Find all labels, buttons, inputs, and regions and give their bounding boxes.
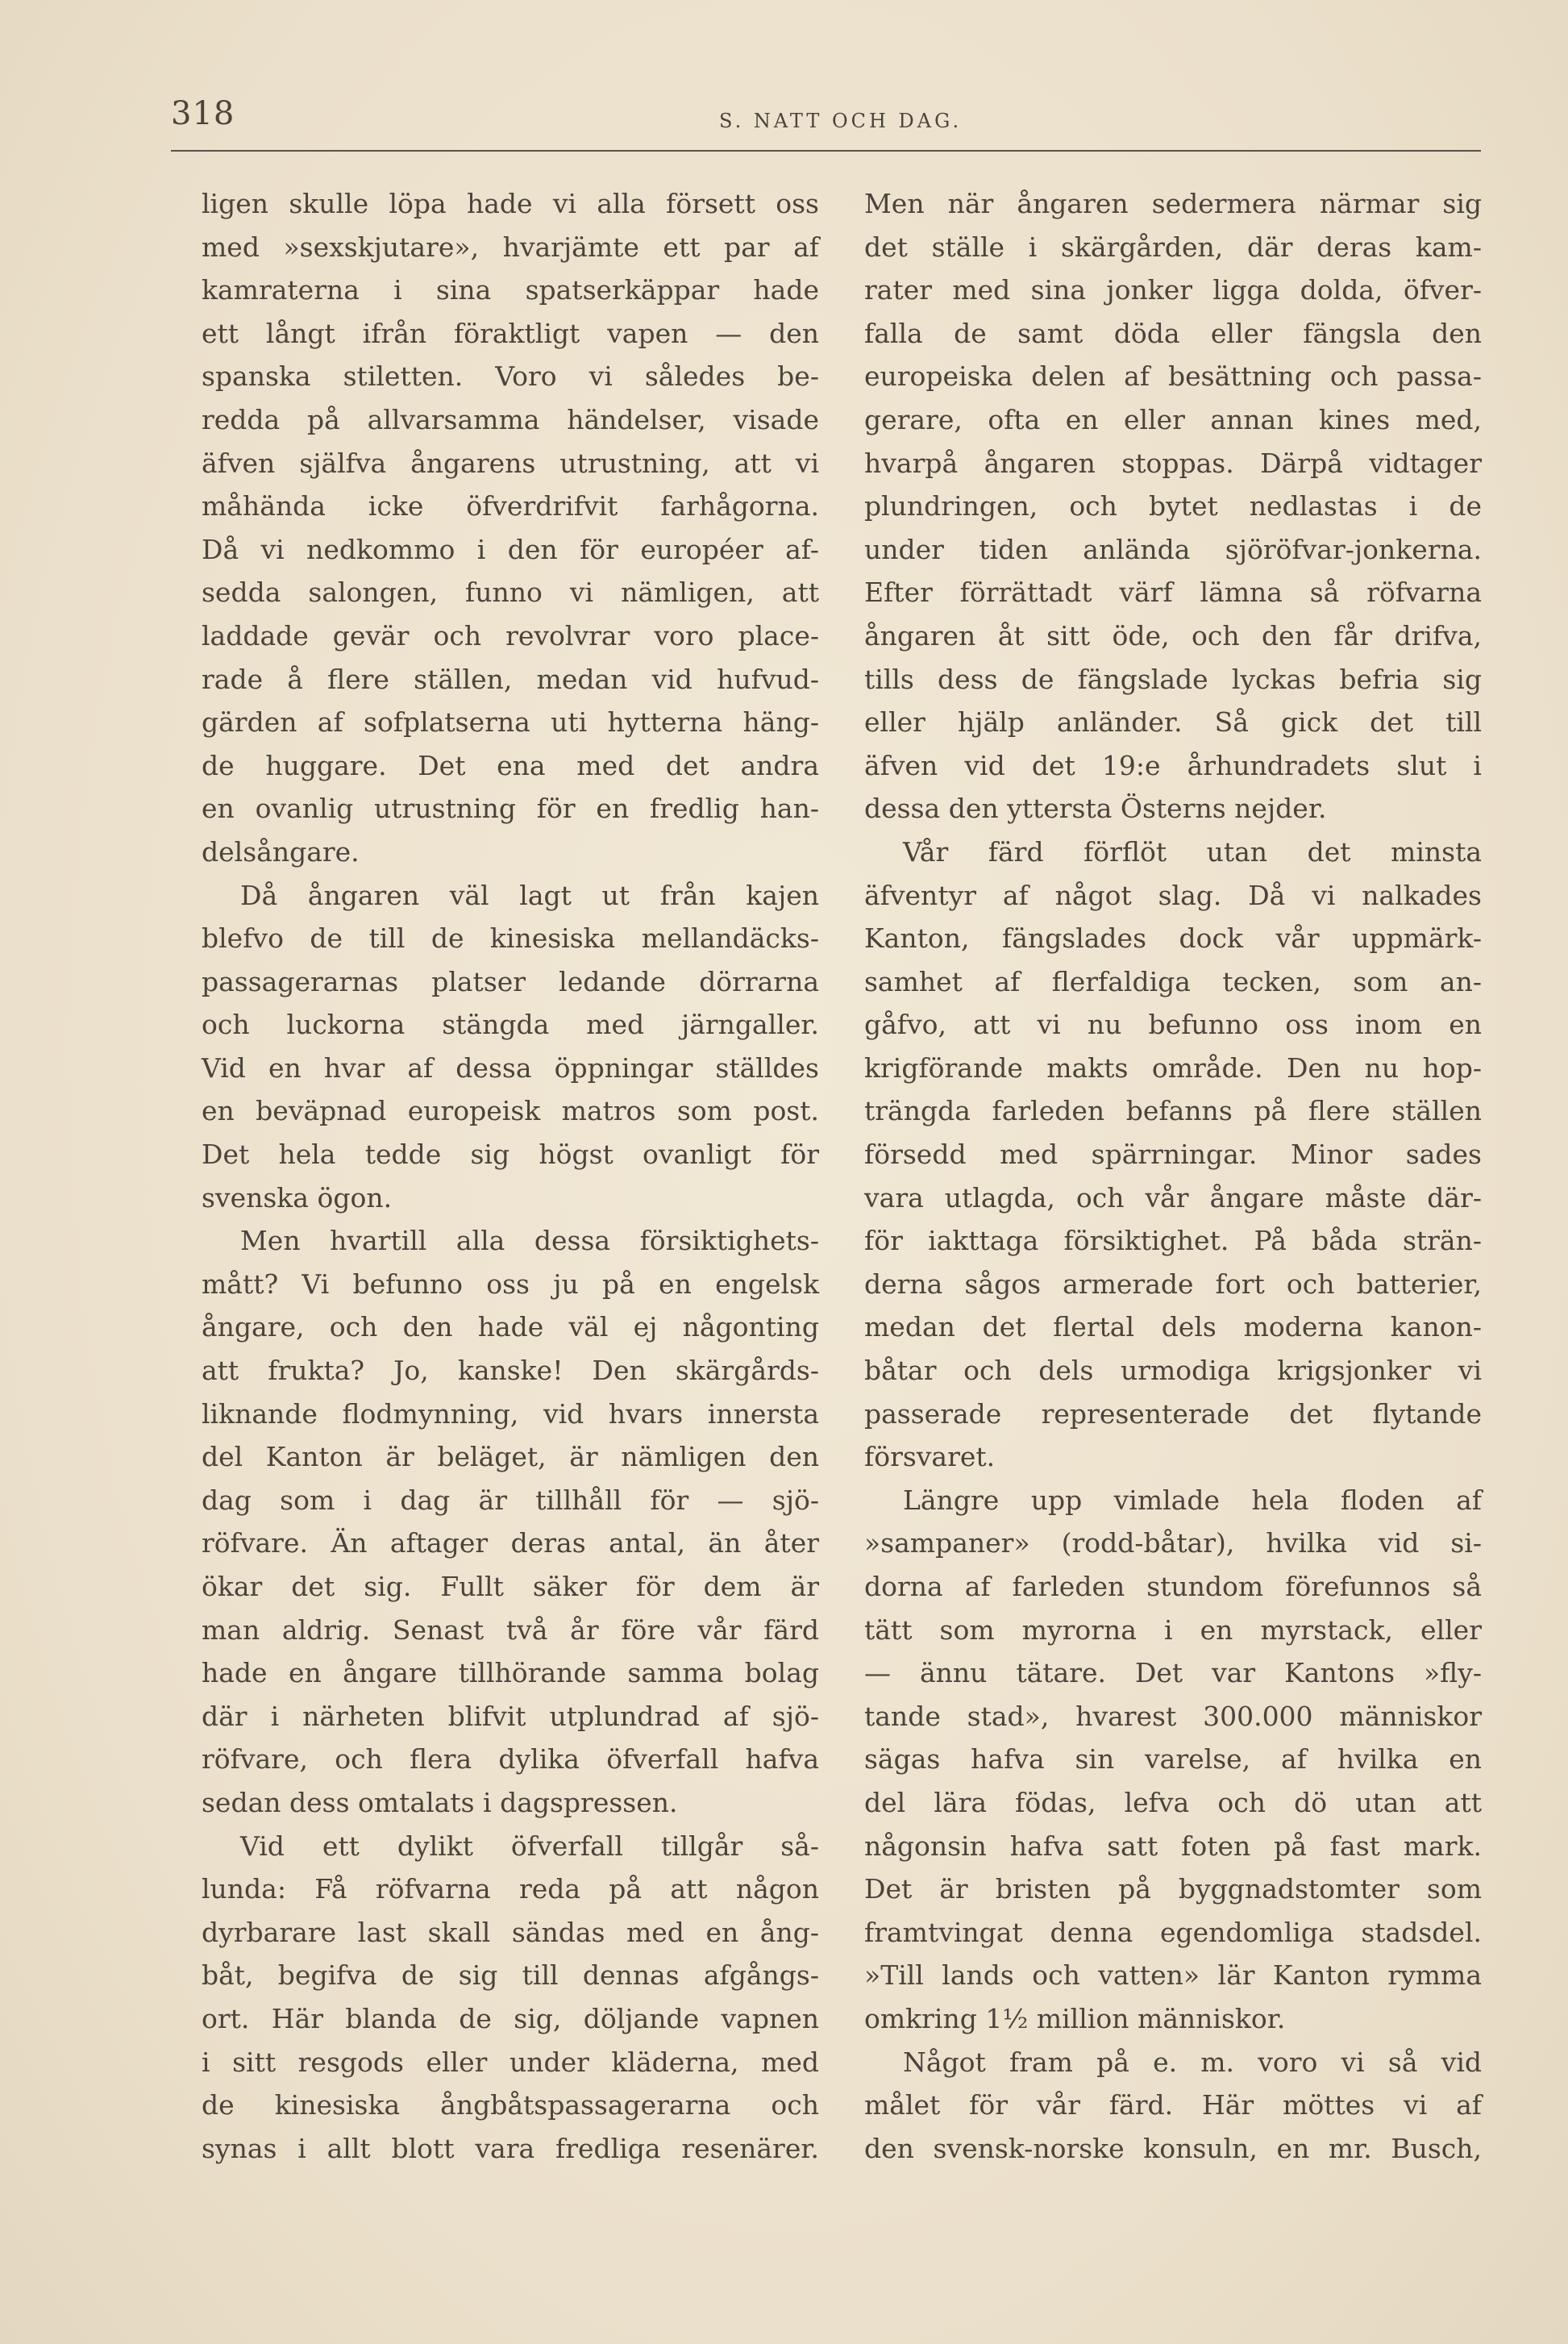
text-line: äfventyr af något slag. Då vi nalkades	[864, 879, 1482, 911]
text-line: Vid en hvar af dessa öppningar ställdes	[202, 1051, 819, 1084]
text-line: — ännu tätare. Det var Kantons »fly-	[864, 1657, 1482, 1689]
text-line: de huggare. Det ena med det andra	[202, 749, 819, 781]
text-line: ort. Här blanda de sig, döljande vapnen	[202, 2002, 819, 2034]
text-line: någonsin hafva satt foten på fast mark.	[864, 1830, 1482, 1862]
text-line: hvarpå ångaren stoppas. Därpå vidtager	[864, 447, 1482, 479]
text-line: båt, begifva de sig till dennas afgångs-	[202, 1959, 819, 1992]
text-line: dag som i dag är tillhåll för — sjö-	[202, 1484, 819, 1516]
text-line: europeiska delen af besättning och passa-	[864, 360, 1482, 393]
text-line: äfven vid det 19:e århundradets slut i	[864, 749, 1482, 781]
text-line: blefvo de till de kinesiska mellandäcks-	[202, 922, 819, 955]
text-line: passerade representerade det flytande	[864, 1397, 1482, 1430]
text-line: kamraterna i sina spatserkäppar hade	[202, 274, 819, 306]
text-line: Vår färd förflöt utan det minsta	[903, 835, 1482, 868]
text-line: Kanton, fängslades dock vår uppmärk-	[864, 922, 1482, 955]
text-line: laddade gevär och revolvrar voro place-	[202, 619, 819, 652]
text-line: dyrbarare last skall sändas med en ång-	[202, 1916, 819, 1948]
text-line: rade å flere ställen, medan vid hufvud-	[202, 663, 819, 695]
text-line: rater med sina jonker ligga dolda, öfver-	[864, 274, 1482, 306]
text-line: synas i allt blott vara fredliga resenärer.	[202, 2132, 819, 2164]
text-line: trängda farleden befanns på flere ställen	[864, 1095, 1482, 1127]
text-line: Det hela tedde sig högst ovanligt för	[202, 1139, 819, 1171]
text-line: att frukta? Jo, kanske! Den skärgårds-	[202, 1355, 819, 1387]
text-line: Men när ångaren sedermera närmar sig	[864, 188, 1482, 219]
text-line: en beväpnad europeisk matros som post.	[202, 1095, 819, 1127]
text-line: del Kanton är beläget, är nämligen den	[202, 1441, 819, 1473]
text-line: lunda: Få röfvarna reda på att någon	[202, 1873, 819, 1905]
text-line: man aldrig. Senast två år före vår färd	[202, 1613, 819, 1646]
text-line: Då ångaren väl lagt ut från kajen	[240, 879, 819, 911]
text-line: samhet af flerfaldiga tecken, som an-	[864, 965, 1482, 997]
text-line: där i närheten blifvit utplundrad af sjö-	[202, 1700, 819, 1732]
text-line: Vid ett dylikt öfverfall tillgår så-	[240, 1830, 819, 1862]
text-line: Längre upp vimlade hela floden af	[903, 1484, 1482, 1516]
text-line: gerare, ofta en eller annan kines med,	[864, 403, 1482, 435]
text-line: svenska ögon.	[202, 1181, 393, 1214]
text-line: för iakttaga försiktighet. På båda strän-	[864, 1225, 1482, 1257]
text-line: »Till lands och vatten» lär Kanton rymma	[864, 1959, 1482, 1992]
text-line: ökar det sig. Fullt säker för dem är	[202, 1571, 819, 1602]
text-line: och luckorna stängda med järngaller.	[202, 1009, 819, 1041]
right-text-column	[864, 182, 1482, 2170]
text-line: plundringen, och bytet nedlastas i de	[864, 490, 1482, 523]
text-line: del lära födas, lefva och dö utan att	[864, 1786, 1482, 1818]
text-line: målet för vår färd. Här möttes vi af	[864, 2089, 1482, 2121]
text-line: ångare, och den hade väl ej någonting	[202, 1311, 819, 1343]
text-line: under tiden anlända sjöröfvar-jonkerna.	[864, 533, 1482, 565]
text-line: måhända icke öfverdrifvit farhågorna.	[202, 490, 819, 523]
text-line: ett långt ifrån föraktligt vapen — den	[202, 317, 819, 349]
text-line: omkring 1½ million människor.	[864, 2002, 1286, 2034]
text-line: ligen skulle löpa hade vi alla försett oss	[202, 188, 819, 219]
text-line: »sampaner» (rodd-båtar), hvilka vid si-	[864, 1527, 1482, 1559]
text-line: vara utlagda, och vår ångare måste där-	[864, 1181, 1482, 1214]
text-line: gåfvo, att vi nu befunno oss inom en	[864, 1009, 1482, 1041]
text-line: Det är bristen på byggnadstomter som	[864, 1873, 1482, 1905]
text-line: eller hjälp anländer. Så gick det till	[864, 706, 1482, 739]
text-line: falla de samt döda eller fängsla den	[864, 317, 1482, 349]
text-line: Något fram på e. m. voro vi så vid	[903, 2046, 1482, 2078]
text-line: delsångare.	[202, 835, 360, 868]
text-line: medan det flertal dels moderna kanon-	[864, 1311, 1482, 1343]
header-rule	[171, 150, 1481, 152]
running-title: S. NATT OCH DAG.	[719, 110, 963, 132]
text-line: sedan dess omtalats i dagspressen.	[202, 1786, 678, 1818]
text-line: den svensk-norske konsuln, en mr. Busch,	[864, 2132, 1482, 2164]
text-line: dorna af farleden stundom förefunnos så	[864, 1571, 1482, 1602]
text-line: de kinesiska ångbåtspassagerarna och	[202, 2089, 819, 2121]
text-line: spanska stiletten. Voro vi således be-	[202, 360, 819, 393]
text-line: en ovanlig utrustning för en fredlig han-	[202, 793, 819, 825]
text-line: försedd med spärrningar. Minor sades	[864, 1139, 1482, 1171]
text-line: tande stad», hvarest 300.000 människor	[864, 1700, 1482, 1732]
text-line: tätt som myrorna i en myrstack, eller	[864, 1613, 1482, 1646]
text-line: båtar och dels urmodiga krigsjonker vi	[864, 1355, 1482, 1387]
text-line: röfvare. Än aftager deras antal, än åter	[202, 1527, 819, 1559]
text-line: röfvare, och flera dylika öfverfall hafva	[202, 1743, 819, 1776]
text-line: krigförande makts område. Den nu hop-	[864, 1051, 1482, 1084]
text-line: liknande flodmynning, vid hvars innersta	[202, 1397, 819, 1430]
text-line: äfven själfva ångarens utrustning, att vi	[202, 447, 819, 479]
text-line: Men hvartill alla dessa försiktighets-	[240, 1225, 819, 1257]
text-line: Efter förrättadt värf lämna så röfvarna	[864, 577, 1482, 609]
text-line: mått? Vi befunno oss ju på en engelsk	[202, 1268, 819, 1300]
text-line: tills dess de fängslade lyckas befria sig	[864, 663, 1482, 695]
text-line: sedda salongen, funno vi nämligen, att	[202, 577, 819, 609]
text-line: det ställe i skärgården, där deras kam-	[864, 231, 1482, 263]
text-line: dessa den yttersta Österns nejder.	[864, 793, 1327, 825]
page-header	[171, 95, 1481, 144]
text-line: med »sexskjutare», hvarjämte ett par af	[202, 231, 819, 263]
text-line: ångaren åt sitt öde, och den får drifva,	[864, 619, 1482, 652]
text-line: passagerarnas platser ledande dörrarna	[202, 965, 819, 997]
text-line: hade en ångare tillhörande samma bolag	[202, 1657, 819, 1689]
text-line: Då vi nedkommo i den för européer af-	[202, 533, 819, 565]
text-line: i sitt resgods eller under kläderna, med	[202, 2046, 819, 2078]
text-line: sägas hafva sin varelse, af hvilka en	[864, 1743, 1482, 1776]
text-line: framtvingat denna egendomliga stadsdel.	[864, 1916, 1482, 1948]
text-line: försvaret.	[864, 1441, 996, 1473]
text-line: gärden af sofplatserna uti hytterna häng-	[202, 706, 819, 739]
page-number: 318	[171, 95, 235, 132]
text-line: derna sågos armerade fort och batterier,	[864, 1268, 1482, 1300]
text-line: redda på allvarsamma händelser, visade	[202, 403, 819, 435]
left-text-column	[202, 182, 819, 2170]
